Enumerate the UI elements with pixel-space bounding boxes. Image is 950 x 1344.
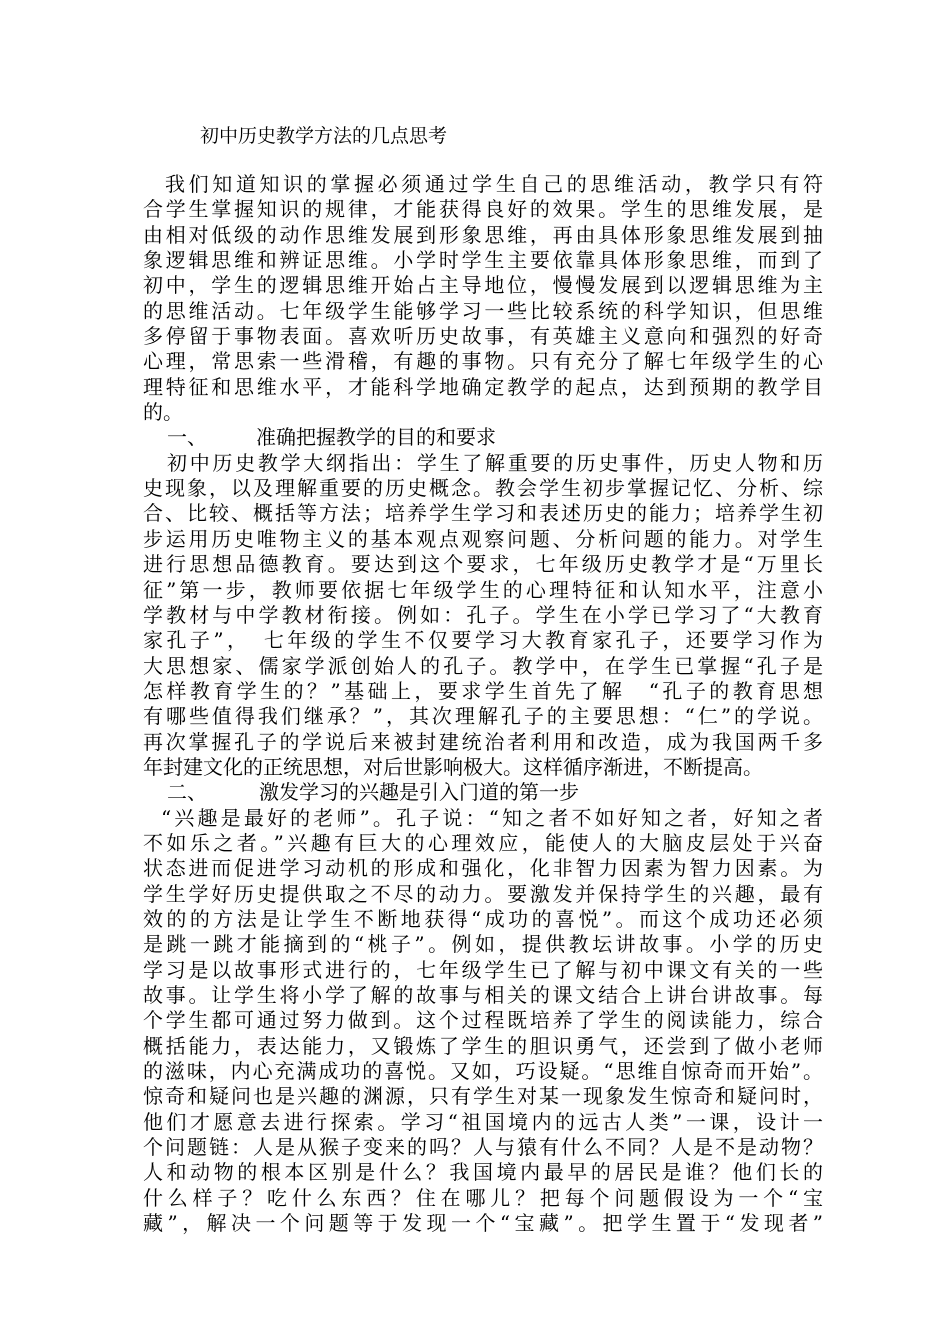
section-heading-1 xyxy=(143,425,823,450)
section-heading-text: 准确把握教学的目的和要求 xyxy=(256,425,496,450)
document-title: 初中历史教学方法的几点思考 xyxy=(200,125,448,147)
text-line: 学习是以故事形式进行的，七年级学生已了解与初中课文有关的一些 xyxy=(143,957,823,982)
text-line: 的思维活动。七年级学生能够学习一些比较系统的科学知识，但思维 xyxy=(143,298,823,323)
text-line: 人和动物的根本区别是什么？我国境内最早的居民是谁？他们长的 xyxy=(143,1160,823,1185)
document-body xyxy=(143,172,823,1236)
text-line: 状态进而促进学习动机的形成和强化，化非智力因素为智力因素。为 xyxy=(143,856,823,881)
text-line: 的。 xyxy=(143,400,183,425)
text-line: 征”第一步，教师要依据七年级学生的心理特征和认知水平，注意小 xyxy=(143,577,823,602)
text-line: 由相对低级的动作思维发展到形象思维，再由具体形象思维发展到抽 xyxy=(143,222,823,247)
section-heading-text: 激发学习的兴趣是引入门道的第一步 xyxy=(259,780,579,805)
text-line: 个问题链：人是从猴子变来的吗？人与猿有什么不同？人是不是动物？ xyxy=(143,1135,823,1160)
text-line: 心理，常思索一些滑稽，有趣的事物。只有充分了解七年级学生的心 xyxy=(143,349,823,374)
text-line: “兴趣是最好的老师”。孔子说：“知之者不如好知之者，好知之者 xyxy=(161,805,823,830)
text-line: 初中历史教学大纲指出：学生了解重要的历史事件，历史人物和历 xyxy=(167,450,823,475)
text-line: 我们知道知识的掌握必须通过学生自己的思维活动，教学只有符 xyxy=(165,172,823,196)
text-line: 再次掌握孔子的学说后来被封建统治者利用和改造，成为我国两千多 xyxy=(143,729,823,754)
text-line: 概括能力，表达能力，又锻炼了学生的胆识勇气，还尝到了做小老师 xyxy=(143,1033,823,1058)
text-line: 什么样子？吃什么东西？住在哪儿？把每个问题假设为一个“宝 xyxy=(143,1185,823,1210)
text-line: 初中，学生的逻辑思维开始占主导地位，慢慢发展到以逻辑思维为主 xyxy=(143,273,823,298)
text-line: 惊奇和疑问也是兴趣的渊源，只有学生对某一现象发生惊奇和疑问时， xyxy=(143,1084,823,1109)
text-line: 个学生都可通过努力做到。这个过程既培养了学生的阅读能力，综合 xyxy=(143,1008,823,1033)
text-line: 大思想家、儒家学派创始人的孔子。教学中，在学生已掌握“孔子是 xyxy=(143,653,823,678)
section-heading-2 xyxy=(143,780,823,805)
text-line: 学教材与中学教材衔接。例如：孔子。学生在小学已学习了“大教育 xyxy=(143,602,823,627)
text-line: 史现象，以及理解重要的历史概念。教会学生初步掌握记忆、分析、综 xyxy=(143,476,823,501)
text-line: 象逻辑思维和辨证思维。小学时学生主要依靠具体形象思维，而到了 xyxy=(143,248,823,273)
section-number: 一、 xyxy=(167,425,207,450)
intro-paragraph xyxy=(143,172,823,425)
text-line: 年封建文化的正统思想，对后世影响极大。这样循序渐进，不断提高。 xyxy=(143,754,763,779)
text-line: 合、比较、概括等方法；培养学生学习和表述历史的能力；培养学生初 xyxy=(143,501,823,526)
section-1-paragraph xyxy=(143,451,823,780)
text-line: 有哪些值得我们继承？”，其次理解孔子的主要思想：“仁”的学说。 xyxy=(143,704,823,729)
text-line: 步运用历史唯物主义的基本观点观察问题、分析问题的能力。对学生 xyxy=(143,526,823,551)
text-line: 的滋味，内心充满成功的喜悦。又如，巧设疑。“思维自惊奇而开始”。 xyxy=(143,1059,823,1084)
section-2-paragraph xyxy=(143,806,823,1237)
text-line: 效的的方法是让学生不断地获得“成功的喜悦”。而这个成功还必须 xyxy=(143,906,823,931)
section-number: 二、 xyxy=(167,780,207,805)
text-line: 怎样教育学生的？”基础上，要求学生首先了解 “孔子的教育思想 xyxy=(143,678,823,703)
text-line: 是跳一跳才能摘到的“桃子”。例如，提供教坛讲故事。小学的历史 xyxy=(143,932,823,957)
text-line: 故事。让学生将小学了解的故事与相关的课文结合上讲台讲故事。每 xyxy=(143,983,823,1007)
text-line: 学生学好历史提供取之不尽的动力。要激发并保持学生的兴趣，最有 xyxy=(143,881,823,906)
text-line: 理特征和思维水平，才能科学地确定教学的起点，达到预期的教学目 xyxy=(143,374,823,399)
text-line: 家孔子”， 七年级的学生不仅要学习大教育家孔子，还要学习作为 xyxy=(143,628,823,653)
text-line: 不如乐之者。”兴趣有巨大的心理效应，能使人的大脑皮层处于兴奋 xyxy=(143,830,823,855)
text-line: 藏”，解决一个问题等于发现一个“宝藏”。把学生置于“发现者” xyxy=(143,1211,823,1236)
text-line: 合学生掌握知识的规律，才能获得良好的效果。学生的思维发展，是 xyxy=(143,197,823,222)
text-line: 他们才愿意去进行探索。学习“祖国境内的远古人类”一课，设计一 xyxy=(143,1109,823,1134)
text-line: 进行思想品德教育。要达到这个要求，七年级历史教学才是“万里长 xyxy=(143,552,823,577)
text-line: 多停留于事物表面。喜欢听历史故事，有英雄主义意向和强烈的好奇 xyxy=(143,324,823,349)
